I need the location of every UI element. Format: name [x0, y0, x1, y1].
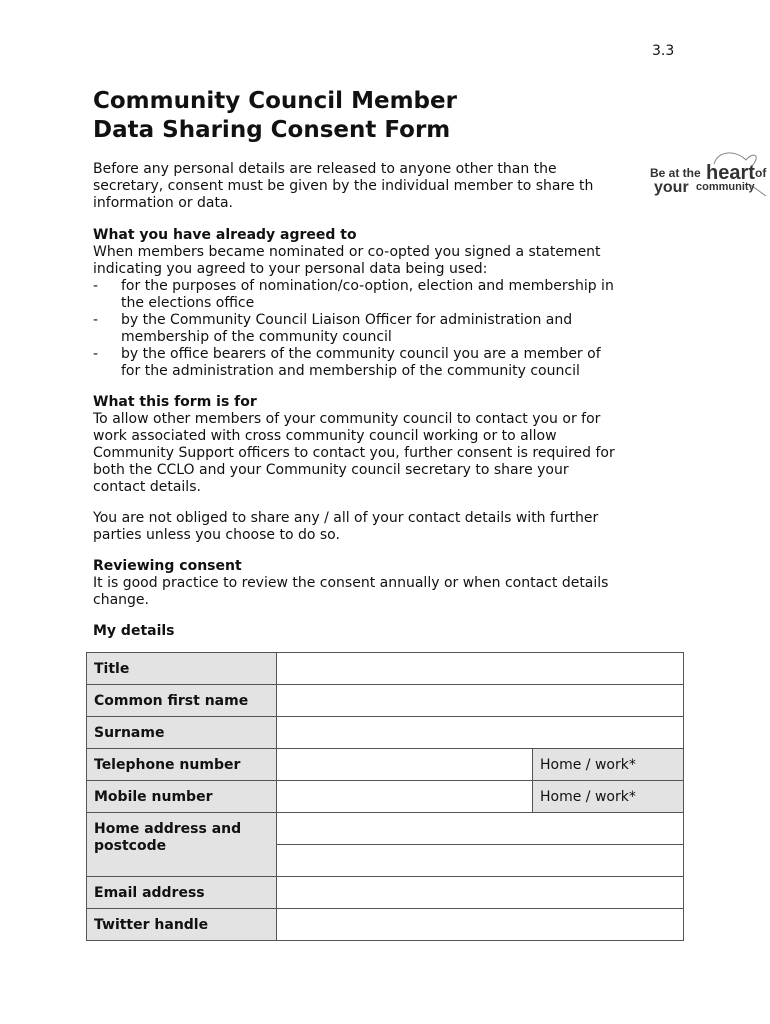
table-row: [87, 909, 684, 941]
address-field-line-2[interactable]: [277, 845, 684, 877]
agreed-section: What you have already agreed to When members became nominated or co-opted you signed a statement indicating you agreed to your personal data being used:: [93, 227, 601, 277]
not-obliged-paragraph: You are not obliged to share any / all of your contact details with further parties unless you choose to do so.: [93, 510, 599, 543]
table-row: [87, 717, 684, 749]
mobile-field[interactable]: [277, 781, 533, 813]
first-name-field[interactable]: [277, 685, 684, 717]
title-label: Title: [87, 653, 277, 685]
address-label: Home address and postcode: [87, 813, 277, 877]
page-title: [93, 87, 457, 145]
logo-text-heart: heart: [706, 162, 755, 184]
first-name-label: Common first name: [87, 685, 277, 717]
table-row: [87, 653, 684, 685]
table-row: [87, 781, 684, 813]
logo-text-of: of: [755, 166, 767, 180]
email-label: Email address: [87, 877, 277, 909]
table-row: [87, 813, 684, 845]
form-purpose-section: What this form is for To allow other members of your community council to contact you or for work associated with cross community council working or to allow Community Support officers to contact you, further consent is required for both the CCLO and your Community council secretary to share your contact details.: [93, 394, 615, 495]
twitter-field[interactable]: [277, 909, 684, 941]
my-details-heading: My details: [93, 623, 175, 639]
logo-text-be-at-the: Be at the: [650, 166, 701, 180]
form-purpose-heading: What this form is for: [93, 394, 257, 410]
table-row: [87, 685, 684, 717]
telephone-field[interactable]: [277, 749, 533, 781]
telephone-home-work: Home / work*: [533, 749, 684, 781]
table-row: [87, 749, 684, 781]
intro-paragraph: Before any personal details are released to anyone other than the secretary, consent must be given by the individual member to share th information or data.: [93, 161, 594, 211]
address-field-line-1[interactable]: [277, 813, 684, 845]
logo-text-community: community: [696, 181, 755, 193]
mobile-label: Mobile number: [87, 781, 277, 813]
title-line-2: Data Sharing Consent Form: [93, 117, 451, 143]
email-field[interactable]: [277, 877, 684, 909]
title-field[interactable]: [277, 653, 684, 685]
telephone-label: Telephone number: [87, 749, 277, 781]
my-details-table: [86, 652, 684, 941]
review-section: Reviewing consent It is good practice to review the consent annually or when contact details change.: [93, 558, 609, 608]
table-row: [87, 877, 684, 909]
twitter-label: Twitter handle: [87, 909, 277, 941]
review-heading: Reviewing consent: [93, 558, 242, 574]
surname-label: Surname: [87, 717, 277, 749]
mobile-home-work: Home / work*: [533, 781, 684, 813]
agreed-heading: What you have already agreed to: [93, 227, 357, 243]
logo-text-your: your: [654, 179, 689, 196]
page-number: 3.3: [652, 43, 675, 59]
heart-of-community-logo: [648, 152, 770, 202]
title-line-1: Community Council Member: [93, 88, 457, 114]
surname-field[interactable]: [277, 717, 684, 749]
